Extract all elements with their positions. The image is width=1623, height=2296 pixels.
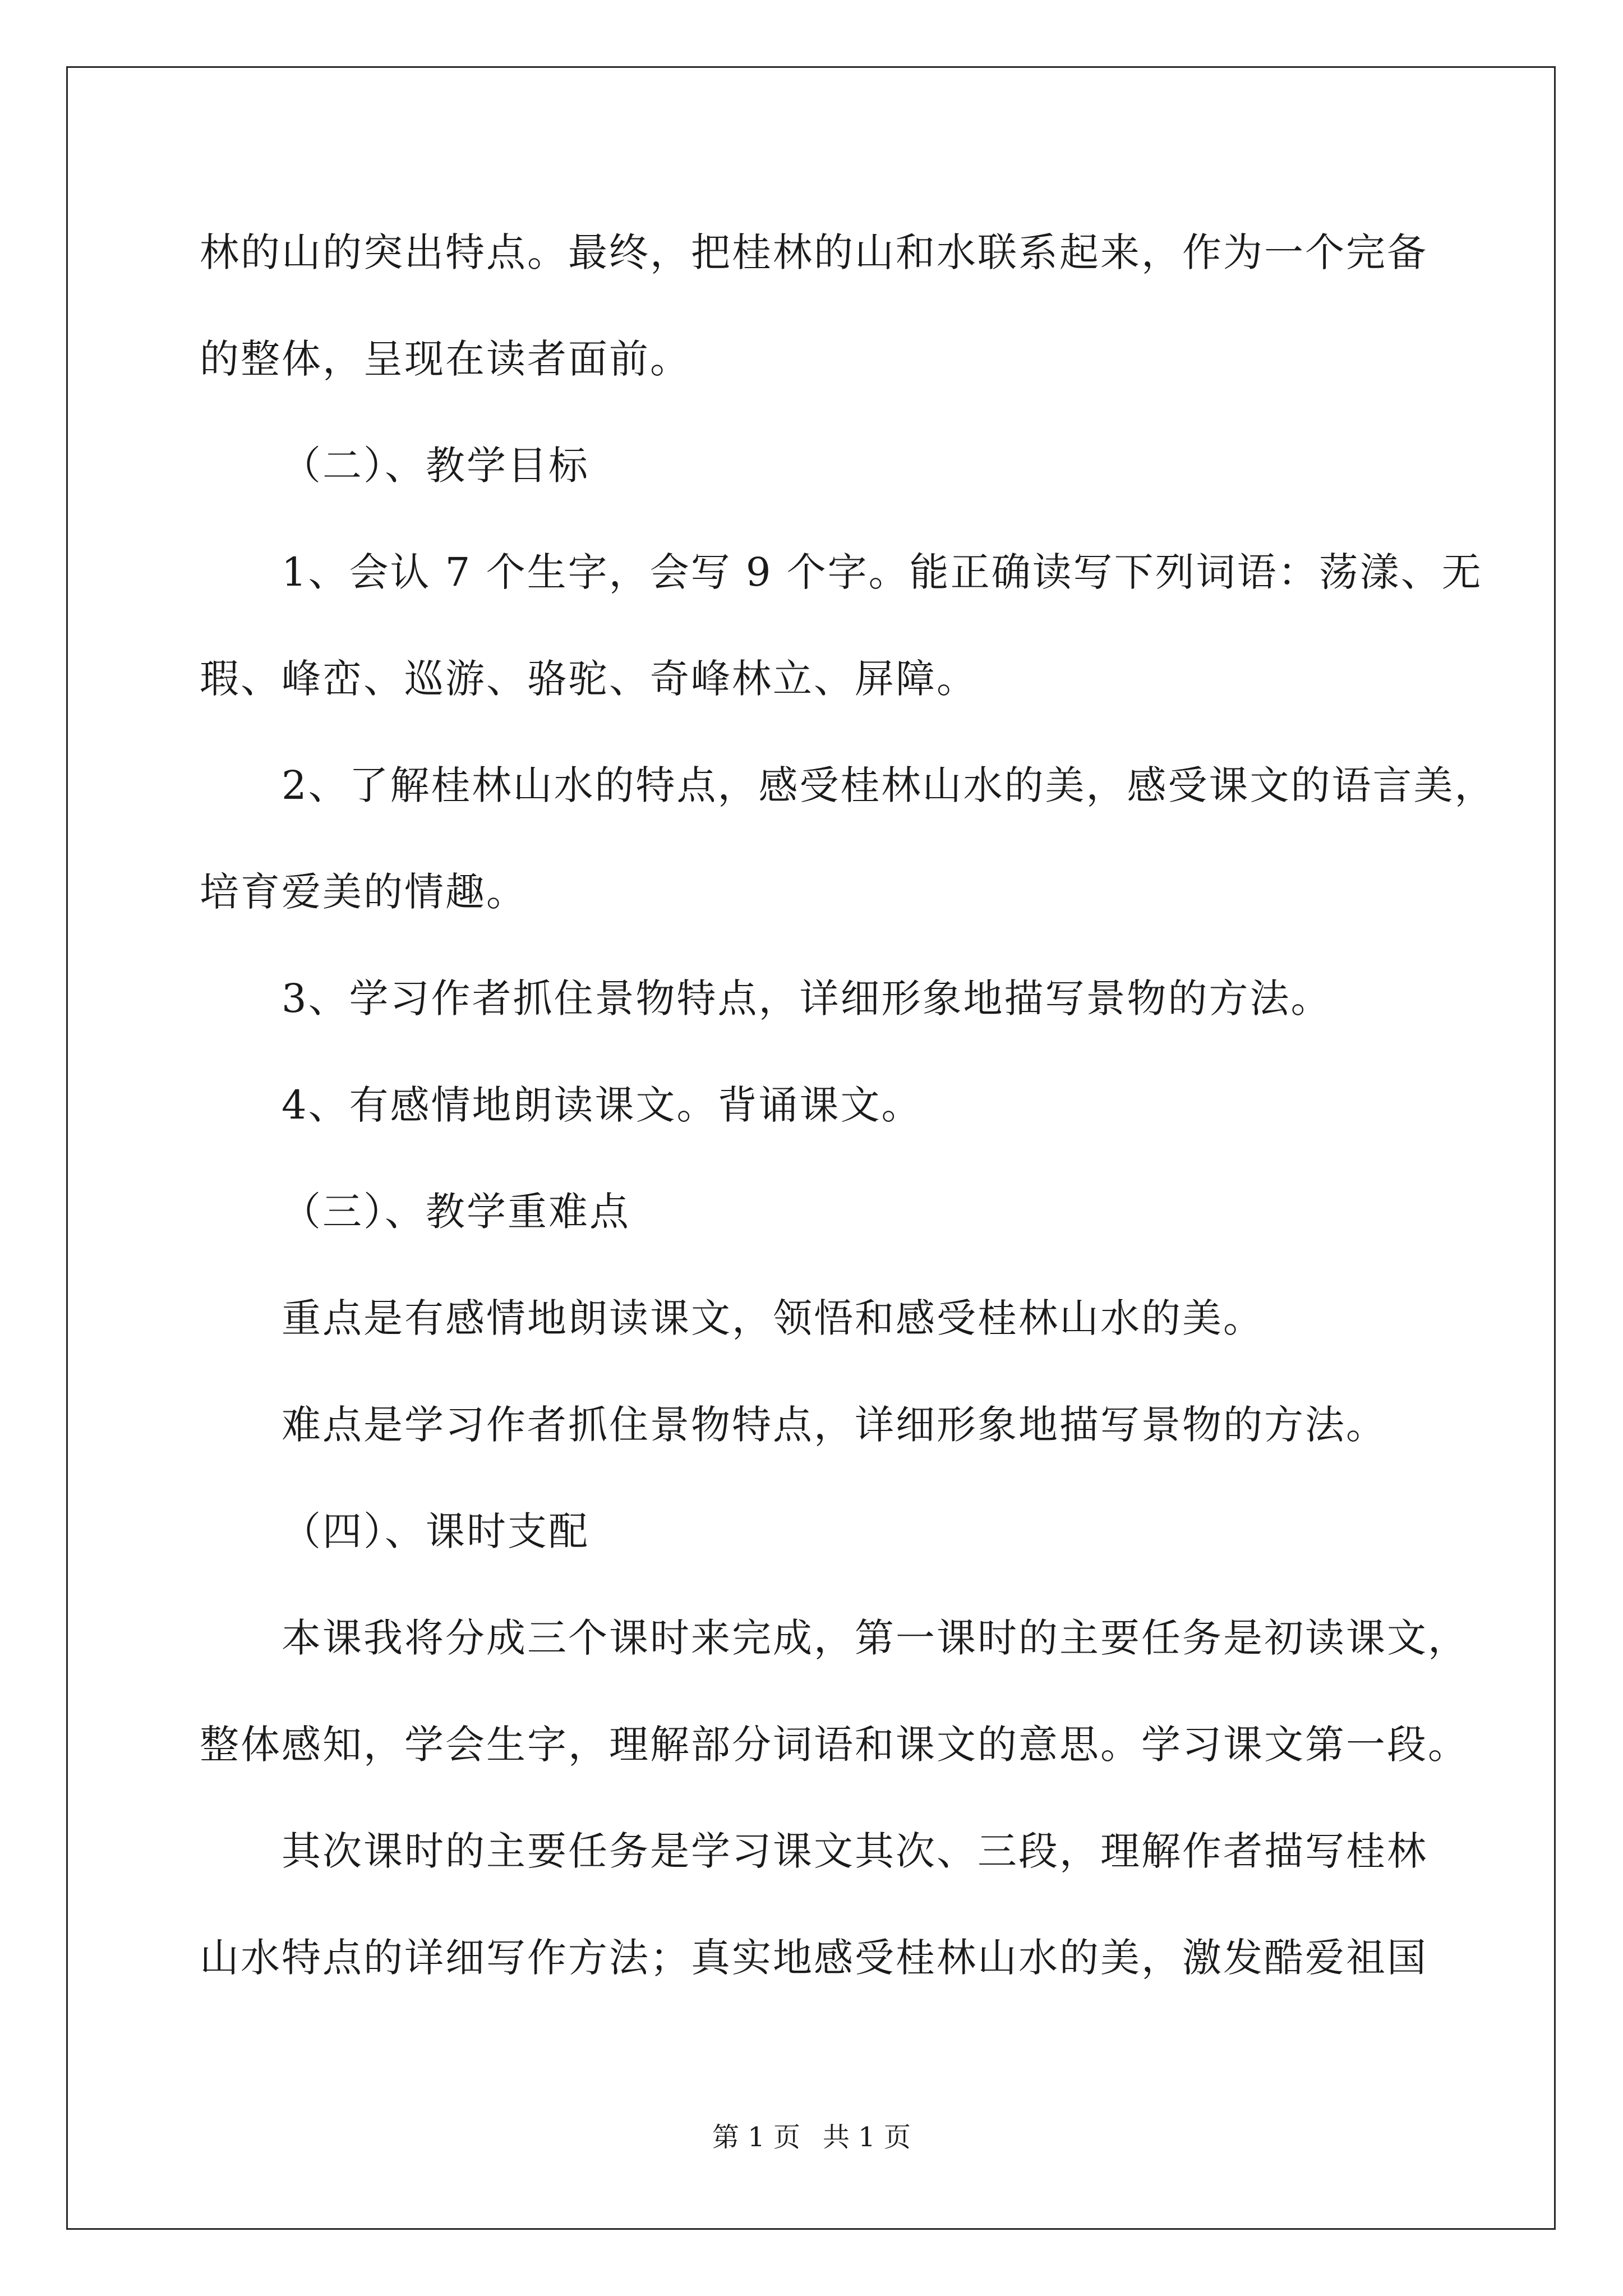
section-heading: （二）、教学目标 [282,443,589,489]
text-line: 山水特点的详细写作方法；真实地感受桂林山水的美，激发酷爱祖国 [200,1935,1428,1981]
text-line: 整体感知，学会生字，理解部分词语和课文的意思。学习课文第一段。 [200,1722,1469,1768]
text-line: 本课我将分成三个课时来完成，第一课时的主要任务是初读课文， [282,1615,1469,1661]
section-heading: （三）、教学重难点 [282,1189,630,1235]
page-number: 第 1 页 [712,2122,800,2153]
page-footer [0,2120,1623,2154]
page-frame [66,66,1556,2230]
text-line: 的整体，呈现在读者面前。 [200,336,691,382]
text-line: 2、了解桂林山水的特点，感受桂林山水的美，感受课文的语言美， [282,762,1496,808]
text-line: 重点是有感情地朗读课文，领悟和感受桂林山水的美。 [282,1295,1264,1341]
text-line: 难点是学习作者抓住景物特点，详细形象地描写景物的方法。 [282,1402,1387,1448]
section-heading: （四）、课时支配 [282,1508,589,1554]
text-line: 1、会认 7 个生字，会写 9 个字。能正确读写下列词语：荡漾、无 [282,549,1483,595]
text-line: 培育爱美的情趣。 [200,869,527,915]
text-line: 瑕、峰峦、巡游、骆驼、奇峰林立、屏障。 [200,656,978,702]
text-line: 3、学习作者抓住景物特点，详细形象地描写景物的方法。 [282,976,1332,1022]
page-total: 共 1 页 [823,2122,911,2153]
text-line: 其次课时的主要任务是学习课文其次、三段，理解作者描写桂林 [282,1828,1428,1874]
text-line: 4、有感情地朗读课文。背诵课文。 [282,1082,923,1128]
text-line: 林的山的突出特点。最终，把桂林的山和水联系起来，作为一个完备 [200,229,1428,275]
